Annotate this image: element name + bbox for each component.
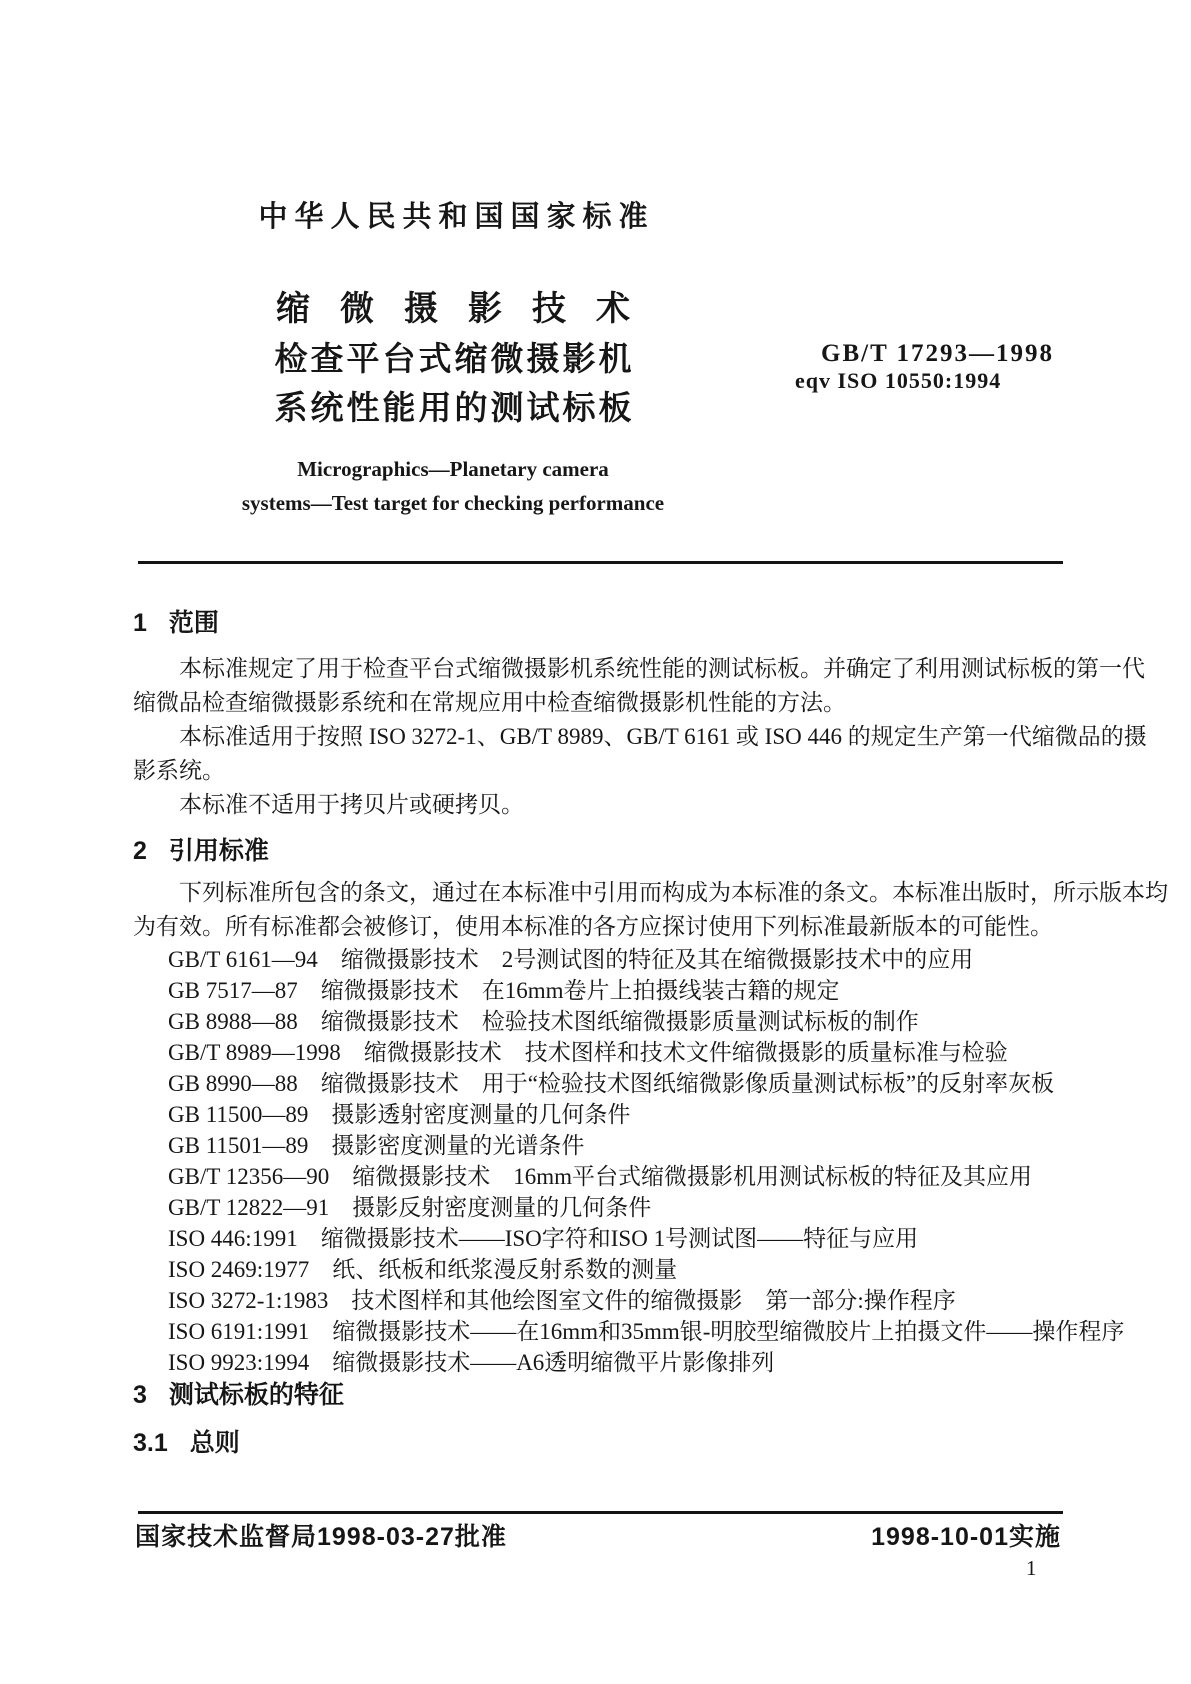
title-cn-line-3: 系统性能用的测试标板 (274, 389, 635, 426)
paragraph-line: 本标准不适用于拷贝片或硬拷贝。 (179, 792, 524, 817)
approval-authority-date: 国家技术监督局1998-03-27批准 (135, 1523, 507, 1551)
reference-item: GB/T 12356—90 缩微摄影技术 16mm平台式缩微摄影机用测试标板的特征及其应用 (168, 1164, 1033, 1189)
header-divider-rule (138, 561, 1063, 564)
title-cn-line-2: 检查平台式缩微摄影机 (274, 340, 635, 377)
paragraph-line: 下列标准所包含的条文，通过在本标准中引用而构成为本标准的条文。本标准出版时，所示版本均 (179, 880, 1168, 905)
title-en-line-2: systems—Test target for checking performance (241, 491, 665, 515)
reference-item: GB 8990—88 缩微摄影技术 用于“检验技术图纸缩微影像质量测试标板”的反射率灰板 (168, 1071, 1055, 1096)
reference-item: GB 7517—87 缩微摄影技术 在16mm卷片上拍摄线装古籍的规定 (168, 978, 840, 1003)
reference-item: GB 11500—89 摄影透射密度测量的几何条件 (168, 1102, 631, 1127)
section-number: 3 (133, 1381, 147, 1409)
reference-list (133, 944, 1125, 1378)
implementation-date: 1998-10-01实施 (871, 1523, 1061, 1551)
title-en-line-1: Micrographics—Planetary camera (297, 457, 609, 481)
footer-divider-rule (138, 1511, 1063, 1514)
section-heading-scope (133, 608, 1073, 638)
section-heading-general (133, 1428, 1073, 1458)
reference-item: GB/T 12822—91 摄影反射密度测量的几何条件 (168, 1195, 652, 1220)
section-number: 1 (133, 609, 147, 637)
reference-item: GB 11501—89 摄影密度测量的光谱条件 (168, 1133, 585, 1158)
paragraph-line: 本标准规定了用于检查平台式缩微摄影机系统性能的测试标板。并确定了利用测试标板的第一代 (179, 656, 1145, 681)
section-number: 3.1 (133, 1429, 168, 1457)
paragraph-line: 影系统。 (133, 758, 225, 783)
title-block (133, 200, 773, 515)
equivalent-standard-code: eqv ISO 10550:1994 (795, 368, 1002, 393)
page-number: 1 (1026, 1556, 1037, 1580)
standard-code-block (795, 340, 1085, 394)
reference-item: ISO 3272-1:1983 技术图样和其他绘图室文件的缩微摄影 第一部分:操作程序 (168, 1288, 956, 1313)
standard-code: GB/T 17293—1998 (821, 340, 1055, 367)
reference-item: ISO 6191:1991 缩微摄影技术——在16mm和35mm银-明胶型缩微胶片上拍摄文件——操作程序 (168, 1319, 1125, 1344)
reference-item: GB 8988—88 缩微摄影技术 检验技术图纸缩微摄影质量测试标板的制作 (168, 1009, 919, 1034)
section-title: 引用标准 (168, 837, 269, 865)
national-standard-label: 中华人民共和国国家标准 (258, 201, 655, 233)
reference-item: ISO 446:1991 缩微摄影技术——ISO字符和ISO 1号测试图——特征与应用 (168, 1226, 919, 1251)
paragraph-line: 为有效。所有标准都会被修订，使用本标准的各方应探讨使用下列标准最新版本的可能性。 (133, 914, 1053, 939)
paragraph-line: 缩微品检查缩微摄影系统和在常规应用中检查缩微摄影机性能的方法。 (133, 690, 846, 715)
title-cn-line-1: 缩微摄影技术 (276, 290, 660, 328)
section-number: 2 (133, 837, 147, 865)
section-title: 总则 (189, 1429, 240, 1457)
section-heading-references (133, 836, 1073, 866)
document-body (133, 600, 1168, 1458)
section-heading-target-features (133, 1380, 1073, 1410)
section-title: 测试标板的特征 (168, 1381, 344, 1409)
reference-item: ISO 2469:1977 纸、纸板和纸浆漫反射系数的测量 (168, 1257, 678, 1282)
paragraph-line: 本标准适用于按照 ISO 3272-1、GB/T 8989、GB/T 6161 或 ISO 446 的规定生产第一代缩微品的摄 (179, 724, 1147, 749)
reference-item: GB/T 6161—94 缩微摄影技术 2号测试图的特征及其在缩微摄影技术中的应用 (168, 947, 974, 972)
section-title: 范围 (168, 609, 219, 637)
reference-item: GB/T 8989—1998 缩微摄影技术 技术图样和技术文件缩微摄影的质量标准与检验 (168, 1040, 1008, 1065)
reference-item: ISO 9923:1994 缩微摄影技术——A6透明缩微平片影像排列 (168, 1350, 775, 1375)
